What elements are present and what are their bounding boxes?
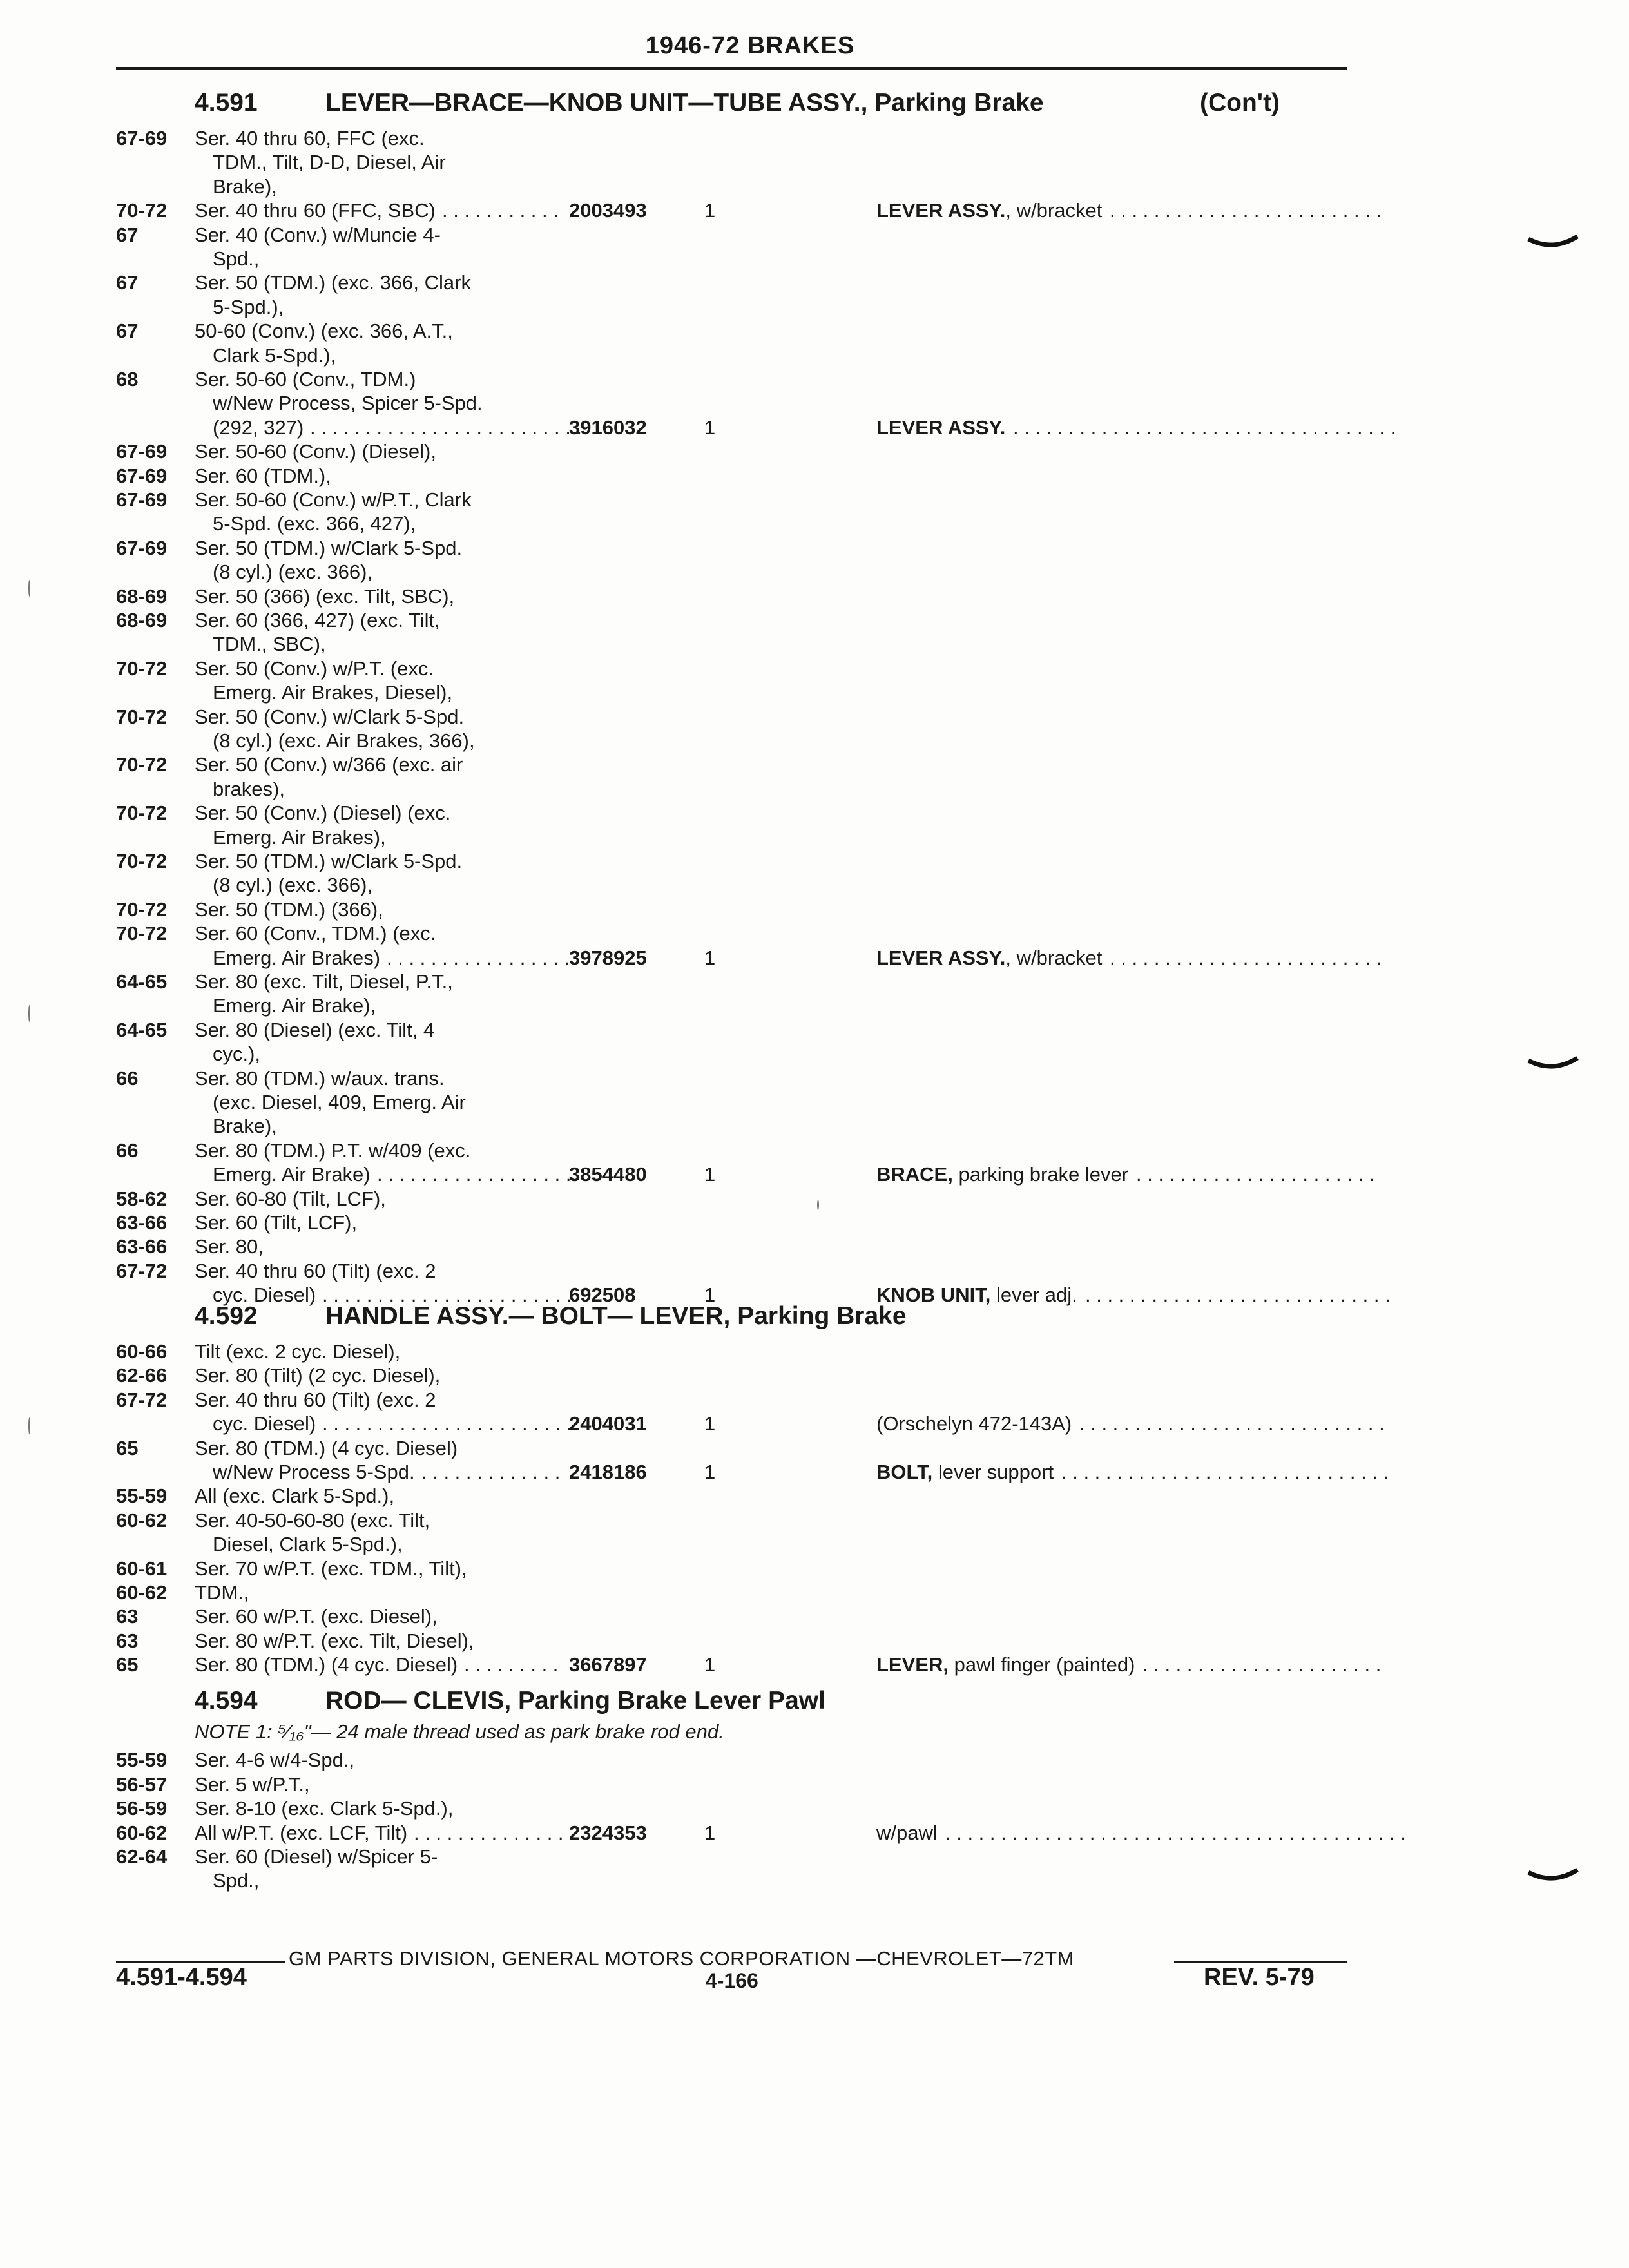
- header-rule: [116, 67, 1347, 70]
- table-row: [0, 946, 1629, 970]
- table-row: [0, 150, 1629, 174]
- application-description: Ser. 50 (366) (exc. Tilt, SBC),: [195, 585, 455, 608]
- table-row: [0, 1259, 1629, 1283]
- application-description: Emerg. Air Brake),: [213, 994, 376, 1017]
- leader-dots: . . . . . . . . . . . . . . . . . . . . . . . . . . . . . . . . . . . . . . . . . .: [945, 1821, 1406, 1844]
- application-description: cyc. Diesel): [213, 1412, 316, 1435]
- application-description: Ser. 50-60 (Conv.) (Diesel),: [195, 440, 436, 463]
- part-detail: lever adj.: [990, 1283, 1077, 1306]
- quantity: 1: [704, 199, 716, 222]
- model-years: 62-64: [116, 1845, 168, 1868]
- application-description: Ser. 80 (TDM.) P.T. w/409 (exc.: [195, 1139, 471, 1162]
- application-description: w/New Process 5-Spd.: [213, 1461, 415, 1483]
- leader-dots: . . . . . . . . . . . . .: [421, 1461, 561, 1483]
- application-description: Ser. 40 thru 60, FFC (exc.: [195, 127, 425, 149]
- model-years: 67-69: [116, 465, 168, 487]
- table-row: [0, 1484, 1629, 1508]
- model-years: 55-59: [116, 1749, 168, 1771]
- application-description: Ser. 80 (Diesel) (exc. Tilt, 4: [195, 1019, 435, 1041]
- binding-mark-icon: [1527, 1869, 1579, 1885]
- model-years: 56-57: [116, 1773, 168, 1796]
- leader-dots: . . . . . . . . . . . . . .: [414, 1821, 564, 1844]
- quantity: 1: [704, 947, 716, 969]
- part-description: [876, 946, 1102, 970]
- leader-dots: . . . . . . . . . . . . . . . . . . . . . . . . .: [1110, 199, 1382, 222]
- table-row: [0, 777, 1629, 801]
- application-description: Emerg. Air Brakes, Diesel),: [213, 681, 453, 704]
- part-number: 2324353: [569, 1821, 647, 1844]
- table-row: [0, 416, 1629, 439]
- leader-dots: . . . . . . . . . . . . . . . . . . . . . . .: [322, 1412, 572, 1435]
- table-row: [0, 921, 1629, 945]
- application-description: Ser. 8-10 (exc. Clark 5-Spd.),: [195, 1797, 454, 1820]
- part-name: LEVER ASSY.: [876, 416, 1006, 439]
- application-description: Ser. 50 (TDM.) (366),: [195, 898, 383, 921]
- application-description: Ser. 60 (Conv., TDM.) (exc.: [195, 922, 436, 945]
- model-years: 67: [116, 320, 139, 342]
- table-row: [0, 1066, 1629, 1090]
- application-description: Ser. 50 (TDM.) w/Clark 5-Spd.: [195, 850, 463, 872]
- model-years: 58-62: [116, 1187, 168, 1210]
- application-description: Ser. 80 (TDM.) w/aux. trans.: [195, 1067, 445, 1090]
- leader-dots: . . . . . . . . . . . . . . . . . . . . . .: [1142, 1653, 1382, 1676]
- binding-mark-icon: [1527, 235, 1579, 252]
- table-row: [0, 1139, 1629, 1162]
- application-description: Ser. 80 (Tilt) (2 cyc. Diesel),: [195, 1364, 441, 1387]
- application-description: (8 cyl.) (exc. 366),: [213, 874, 373, 896]
- application-description: Ser. 5 w/P.T.,: [195, 1773, 310, 1796]
- model-years: 64-65: [116, 1019, 168, 1041]
- part-detail: (Orschelyn 472-143A): [876, 1412, 1072, 1435]
- table-row: [0, 1436, 1629, 1460]
- leader-dots: . . . . . . . . . . . . . . . . .: [387, 947, 570, 969]
- table-row: [0, 608, 1629, 632]
- model-years: 70-72: [116, 802, 168, 824]
- table-row: [0, 1388, 1629, 1412]
- model-years: 62-66: [116, 1364, 168, 1387]
- application-description: Ser. 40 (Conv.) w/Muncie 4-: [195, 224, 441, 246]
- table-row: [0, 1042, 1629, 1066]
- application-description: Ser. 70 w/P.T. (exc. TDM., Tilt),: [195, 1557, 467, 1580]
- application-description: Ser. 50-60 (Conv., TDM.): [195, 368, 416, 390]
- application-description: All (exc. Clark 5-Spd.),: [195, 1485, 395, 1507]
- section-title: ROD— CLEVIS, Parking Brake Lever Pawl: [325, 1687, 825, 1715]
- page-header-title: 1946-72 BRAKES: [645, 32, 855, 59]
- table-row: [0, 223, 1629, 247]
- leader-dots: . . . . . . . . . . . . . . . . . . . . . . .: [322, 1283, 572, 1306]
- application-description: w/New Process, Spicer 5-Spd.: [213, 392, 483, 414]
- leader-dots: . . . . . . . . . . . . . . . . . . . . . . . . . . . .: [1085, 1283, 1391, 1306]
- table-row: [0, 1604, 1629, 1628]
- application-description: Ser. 80 (exc. Tilt, Diesel, P.T.,: [195, 970, 453, 993]
- model-years: 60-62: [116, 1821, 168, 1844]
- model-years: 70-72: [116, 922, 168, 945]
- table-row: [0, 1845, 1629, 1869]
- part-description: [876, 198, 1102, 222]
- part-description: [876, 1653, 1135, 1677]
- model-years: 56-59: [116, 1797, 168, 1820]
- part-name: LEVER,: [876, 1653, 949, 1676]
- leader-dots: . . . . . . . . . . .: [442, 199, 559, 222]
- application-description: 50-60 (Conv.) (exc. 366, A.T.,: [195, 320, 453, 342]
- table-row: [0, 1869, 1629, 1892]
- table-row: [0, 560, 1629, 584]
- model-years: 70-72: [116, 898, 168, 921]
- quantity: 1: [704, 1163, 716, 1186]
- part-detail: pawl finger (painted): [948, 1653, 1135, 1676]
- application-description: Tilt (exc. 2 cyc. Diesel),: [195, 1340, 401, 1363]
- part-number: 3667897: [569, 1653, 647, 1676]
- application-description: (292, 327): [213, 416, 304, 439]
- model-years: 67-72: [116, 1389, 168, 1411]
- table-row: [0, 873, 1629, 897]
- model-years: 65: [116, 1653, 139, 1676]
- model-years: 64-65: [116, 970, 168, 993]
- table-row: [0, 1532, 1629, 1556]
- application-description: Ser. 40-50-60-80 (exc. Tilt,: [195, 1509, 430, 1532]
- application-description: Diesel, Clark 5-Spd.),: [213, 1533, 403, 1555]
- part-name: KNOB UNIT,: [876, 1283, 991, 1306]
- application-description: TDM., SBC),: [213, 633, 326, 655]
- application-description: Ser. 40 thru 60 (FFC, SBC): [195, 199, 436, 222]
- application-description: brakes),: [213, 778, 285, 800]
- part-description: [876, 1412, 1072, 1436]
- table-row: [0, 632, 1629, 656]
- table-row: [0, 464, 1629, 488]
- application-description: Ser. 60 (TDM.),: [195, 465, 331, 487]
- model-years: 67-69: [116, 488, 168, 511]
- binding-mark-icon: [1527, 1057, 1579, 1073]
- model-years: 70-72: [116, 753, 168, 776]
- section-continued: (Con't): [1200, 89, 1280, 117]
- model-years: 66: [116, 1067, 139, 1090]
- model-years: 67-69: [116, 440, 168, 463]
- table-row: [0, 753, 1629, 776]
- section-header: [0, 1687, 1629, 1723]
- table-row: [0, 1162, 1629, 1186]
- application-description: Ser. 50 (Conv.) (Diesel) (exc.: [195, 802, 451, 824]
- application-description: Brake),: [213, 1115, 277, 1137]
- table-row: [0, 319, 1629, 343]
- application-description: Ser. 50 (Conv.) w/P.T. (exc.: [195, 657, 434, 680]
- model-years: 63-66: [116, 1211, 168, 1234]
- application-description: Ser. 80 w/P.T. (exc. Tilt, Diesel),: [195, 1629, 474, 1652]
- application-description: Ser. 40 thru 60 (Tilt) (exc. 2: [195, 1260, 436, 1282]
- application-description: (8 cyl.) (exc. 366),: [213, 561, 373, 583]
- application-description: Ser. 80 (TDM.) (4 cyc. Diesel): [195, 1437, 458, 1459]
- part-number: 3854480: [569, 1163, 647, 1186]
- leader-dots: . . . . . . . . . . . . . . . . . .: [377, 1163, 572, 1186]
- application-description: cyc.),: [213, 1043, 261, 1065]
- model-years: 60-62: [116, 1509, 168, 1532]
- model-years: 70-72: [116, 850, 168, 872]
- model-years: 65: [116, 1437, 139, 1459]
- model-years: 68-69: [116, 609, 168, 631]
- part-name: LEVER ASSY.: [876, 947, 1006, 969]
- application-description: 5-Spd. (exc. 366, 427),: [213, 512, 416, 535]
- application-description: Ser. 80 (TDM.) (4 cyc. Diesel): [195, 1653, 458, 1676]
- table-row: [0, 1412, 1629, 1436]
- model-years: 70-72: [116, 199, 168, 222]
- table-row: [0, 1581, 1629, 1604]
- table-row: [0, 367, 1629, 391]
- scan-speck: [28, 1418, 30, 1434]
- part-number: 2418186: [569, 1461, 647, 1483]
- table-row: [0, 1211, 1629, 1235]
- application-description: (8 cyl.) (exc. Air Brakes, 366),: [213, 729, 475, 752]
- model-years: 55-59: [116, 1485, 168, 1507]
- footer-page-number: 4-166: [706, 1969, 758, 1992]
- table-row: [0, 849, 1629, 873]
- section-number: 4.594: [195, 1687, 258, 1715]
- table-row: [0, 1363, 1629, 1387]
- leader-dots: . . . . . . . . .: [464, 1653, 559, 1676]
- table-row: [0, 1653, 1629, 1677]
- part-number: 3916032: [569, 416, 647, 439]
- application-description: Ser. 60 (Diesel) w/Spicer 5-: [195, 1845, 438, 1868]
- table-row: [0, 1235, 1629, 1258]
- quantity: 1: [704, 1821, 716, 1844]
- application-description: Ser. 60 w/P.T. (exc. Diesel),: [195, 1605, 438, 1628]
- quantity: 1: [704, 1653, 716, 1676]
- model-years: 67-69: [116, 537, 168, 559]
- model-years: 68: [116, 368, 139, 390]
- table-row: [0, 488, 1629, 512]
- application-description: All w/P.T. (exc. LCF, Tilt): [195, 1821, 408, 1844]
- application-description: Ser. 60 (366, 427) (exc. Tilt,: [195, 609, 440, 631]
- footer-section-range: 4.591-4.594: [116, 1964, 247, 1991]
- application-description: Ser. 60-80 (Tilt, LCF),: [195, 1187, 386, 1210]
- table-row: [0, 1090, 1629, 1114]
- application-description: Ser. 60 (Tilt, LCF),: [195, 1211, 358, 1234]
- table-row: [0, 1773, 1629, 1796]
- application-description: Ser. 80,: [195, 1235, 264, 1258]
- application-description: TDM., Tilt, D-D, Diesel, Air: [213, 151, 446, 173]
- table-row: [0, 343, 1629, 367]
- table-row: [0, 391, 1629, 415]
- leader-dots: . . . . . . . . . . . . . . . . . . . . . . . . . . . .: [1079, 1412, 1385, 1435]
- table-row: [0, 657, 1629, 680]
- part-name: BOLT,: [876, 1461, 933, 1483]
- application-description: Emerg. Air Brake): [213, 1163, 371, 1186]
- model-years: 68-69: [116, 585, 168, 608]
- application-description: Ser. 4-6 w/4-Spd.,: [195, 1749, 355, 1771]
- application-description: Brake),: [213, 175, 277, 198]
- leader-dots: . . . . . . . . . . . . . . . . . . . . . .: [1136, 1163, 1375, 1186]
- table-row: [0, 247, 1629, 271]
- section-note: NOTE 1: ⁵⁄₁₆"— 24 male thread used as park brake rod end.: [195, 1720, 724, 1743]
- part-detail: , w/bracket: [1005, 199, 1103, 222]
- scan-speck: [817, 1200, 819, 1210]
- part-detail: parking brake lever: [952, 1163, 1129, 1186]
- table-row: [0, 198, 1629, 222]
- leader-dots: . . . . . . . . . . . . . . . . . . . . . . . . . . . . . . . . . . .: [1013, 416, 1396, 439]
- part-number: 2003493: [569, 199, 647, 222]
- application-description: Ser. 40 thru 60 (Tilt) (exc. 2: [195, 1389, 436, 1411]
- model-years: 70-72: [116, 706, 168, 728]
- section-number: 4.592: [195, 1302, 258, 1330]
- table-row: [0, 1821, 1629, 1845]
- table-row: [0, 705, 1629, 729]
- application-description: cyc. Diesel): [213, 1283, 316, 1306]
- table-row: [0, 1796, 1629, 1820]
- application-description: TDM.,: [195, 1581, 249, 1604]
- model-years: 60-61: [116, 1557, 168, 1580]
- part-number: 3978925: [569, 947, 647, 969]
- table-row: [0, 1187, 1629, 1211]
- leader-dots: . . . . . . . . . . . . . . . . . . . . . . . . .: [1110, 947, 1382, 969]
- table-row: [0, 1629, 1629, 1653]
- part-description: [876, 1162, 1128, 1186]
- table-row: [0, 1018, 1629, 1042]
- part-detail: lever support: [932, 1461, 1054, 1483]
- table-row: [0, 680, 1629, 704]
- table-row: [0, 1508, 1629, 1532]
- model-years: 67: [116, 224, 139, 246]
- part-number: 692508: [569, 1283, 636, 1306]
- section-number: 4.591: [195, 89, 258, 117]
- section-title: LEVER—BRACE—KNOB UNIT—TUBE ASSY., Parking Brake: [325, 89, 1044, 117]
- table-row: [0, 175, 1629, 198]
- model-years: 66: [116, 1139, 139, 1162]
- table-row: [0, 729, 1629, 753]
- table-row: [0, 536, 1629, 560]
- table-row: [0, 512, 1629, 535]
- model-years: 63: [116, 1629, 139, 1652]
- part-description: [876, 1460, 1054, 1484]
- table-row: [0, 801, 1629, 825]
- table-row: [0, 970, 1629, 994]
- table-row: [0, 295, 1629, 319]
- application-description: Ser. 50 (Conv.) w/Clark 5-Spd.: [195, 706, 465, 728]
- section-header: [0, 89, 1629, 125]
- leader-dots: . . . . . . . . . . . . . . . . . . . . . . . . .: [310, 416, 583, 439]
- part-description: [876, 1821, 938, 1845]
- application-description: Emerg. Air Brakes): [213, 947, 381, 969]
- application-description: 5-Spd.),: [213, 296, 284, 318]
- model-years: 67: [116, 271, 139, 294]
- footer-publisher: GM PARTS DIVISION, GENERAL MOTORS CORPORATION —CHEVROLET—72TM: [289, 1947, 1075, 1970]
- model-years: 70-72: [116, 657, 168, 680]
- part-name: LEVER ASSY.: [876, 199, 1006, 222]
- quantity: 1: [704, 1412, 716, 1435]
- table-row: [0, 1460, 1629, 1484]
- application-description: Ser. 50-60 (Conv.) w/P.T., Clark: [195, 488, 472, 511]
- table-row: [0, 271, 1629, 294]
- footer-revision: REV. 5-79: [1204, 1964, 1315, 1991]
- model-years: 67-72: [116, 1260, 168, 1282]
- part-description: [876, 416, 1005, 439]
- footer-rule-left: [116, 1961, 285, 1963]
- model-years: 60-62: [116, 1581, 168, 1604]
- application-description: Clark 5-Spd.),: [213, 344, 336, 367]
- application-description: Spd.,: [213, 247, 260, 270]
- footer-rule-right: [1174, 1961, 1347, 1963]
- application-description: Emerg. Air Brakes),: [213, 826, 386, 849]
- model-years: 60-66: [116, 1340, 168, 1363]
- part-number: 2404031: [569, 1412, 647, 1435]
- table-row: [0, 1748, 1629, 1772]
- section-header: [0, 1302, 1629, 1338]
- table-row: [0, 126, 1629, 150]
- part-name: BRACE,: [876, 1163, 953, 1186]
- application-description: Ser. 50 (Conv.) w/366 (exc. air: [195, 753, 463, 776]
- table-row: [0, 825, 1629, 849]
- application-description: Ser. 50 (TDM.) w/Clark 5-Spd.: [195, 537, 463, 559]
- quantity: 1: [704, 1283, 716, 1306]
- model-years: 67-69: [116, 127, 168, 149]
- quantity: 1: [704, 416, 716, 439]
- table-row: [0, 439, 1629, 463]
- leader-dots: . . . . . . . . . . . . . . . . . . . . . . . . . . . . . .: [1061, 1461, 1389, 1483]
- table-row: [0, 1340, 1629, 1363]
- part-detail: w/pawl: [876, 1821, 938, 1844]
- quantity: 1: [704, 1461, 716, 1483]
- scan-speck: [28, 580, 30, 597]
- model-years: 63-66: [116, 1235, 168, 1258]
- application-description: Spd.,: [213, 1869, 260, 1892]
- table-row: [0, 1557, 1629, 1581]
- table-row: [0, 994, 1629, 1017]
- section-title: HANDLE ASSY.— BOLT— LEVER, Parking Brake: [325, 1302, 907, 1330]
- part-detail: , w/bracket: [1005, 947, 1103, 969]
- application-description: Ser. 50 (TDM.) (exc. 366, Clark: [195, 271, 471, 294]
- scan-speck: [28, 1005, 30, 1022]
- table-row: [0, 898, 1629, 921]
- model-years: 63: [116, 1605, 139, 1628]
- application-description: (exc. Diesel, 409, Emerg. Air: [213, 1091, 466, 1113]
- table-row: [0, 584, 1629, 608]
- table-row: [0, 1114, 1629, 1138]
